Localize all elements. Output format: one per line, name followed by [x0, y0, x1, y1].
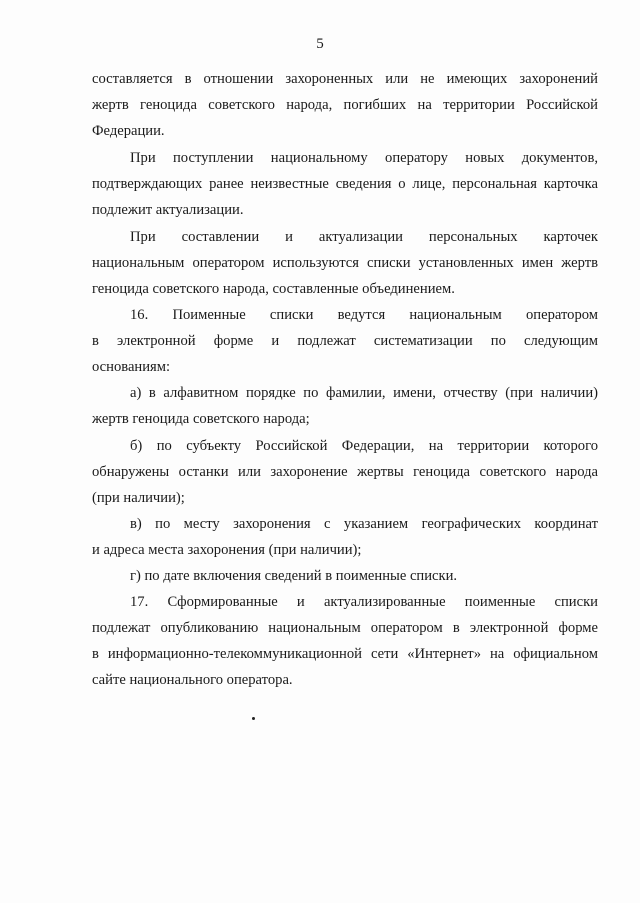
paragraph-line: геноцида советского народа, составленные объединением. — [92, 281, 455, 297]
paragraph-line: в электронной форме и подлежат систематизации по следующим — [92, 333, 598, 349]
paragraph-line: подтверждающих ранее неизвестные сведения о лице, персональная карточка — [92, 176, 598, 192]
paragraph-line: 16. Поименные списки ведутся национальным оператором — [130, 307, 598, 323]
paragraph-line: подлежит актуализации. — [92, 202, 244, 218]
paragraph-line: сайте национального оператора. — [92, 672, 293, 688]
paragraph-line: в информационно-телекоммуникационной сети «Интернет» на официальном — [92, 646, 598, 662]
end-mark — [252, 717, 255, 720]
paragraph-line: составляется в отношении захороненных или не имеющих захоронений — [92, 71, 598, 87]
paragraph-line: национальным оператором используются списки установленных имен жертв — [92, 255, 598, 271]
paragraph-line: жертв геноцида советского народа, погибших на территории Российской — [92, 97, 598, 113]
paragraph-line: подлежат опубликованию национальным оператором в электронной форме — [92, 620, 598, 636]
paragraph-line: При составлении и актуализации персональных карточек — [130, 229, 598, 245]
paragraph-line: жертв геноцида советского народа; — [92, 411, 310, 427]
paragraph-line: При поступлении национальному оператору новых документов, — [130, 150, 598, 166]
paragraph-line: (при наличии); — [92, 490, 185, 506]
paragraph-line: основаниям: — [92, 359, 171, 375]
paragraph-line: Федерации. — [92, 123, 165, 139]
paragraph-line: и адреса места захоронения (при наличии); — [92, 542, 362, 558]
paragraph-line: обнаружены останки или захоронение жертвы геноцида советского народа — [92, 464, 598, 480]
paragraph-line: б) по субъекту Российской Федерации, на территории которого — [130, 438, 598, 454]
paragraph-line: в) по месту захоронения с указанием географических координат — [130, 516, 598, 532]
page-number: 5 — [316, 36, 324, 52]
paragraph-line: 17. Сформированные и актуализированные поименные списки — [130, 594, 598, 610]
paragraph-line: г) по дате включения сведений в поименные списки. — [130, 568, 458, 584]
paragraph-line: а) в алфавитном порядке по фамилии, имени, отчеству (при наличии) — [130, 385, 598, 401]
